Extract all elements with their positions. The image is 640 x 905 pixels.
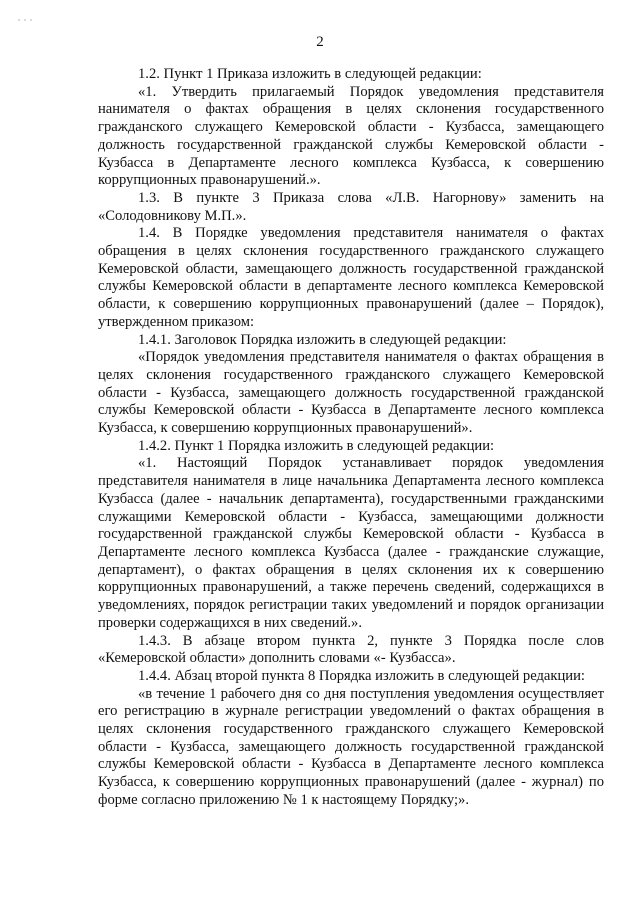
page-number: 2 [316,34,324,50]
paragraph-1-4-2: 1.4.2. Пункт 1 Порядка изложить в следующей редакции: [138,437,495,454]
paragraph-1-4-3: 1.4.3. В абзаце втором пункта 2, пункте 3 Порядка после слов «Кемеровской области» дополнить словами «- Кузбасса». [98,632,604,667]
paragraph-1-2-quote: «1. Утвердить прилагаемый Порядок уведомления представителя нанимателя о фактах обращения в целях склонения государственного гражданского служащего Кемеровской области - Кузбасса, замещающего должность государственной гражданской службы Кемеровской области - Кузбасса в Департаменте лесного комплекса Кузбасса, к совершению коррупционных правонарушений.». [98,83,604,189]
paragraph-1-2: 1.2. Пункт 1 Приказа изложить в следующей редакции: [138,66,482,82]
paragraph-1-4-2-quote: «1. Настоящий Порядок устанавливает порядок уведомления представителя нанимателя в лице начальника Департамента лесного комплекса Кузбасса (далее - начальник департамента), государственными гражданскими служащими Кемеровской области - Кузбасса, замещающими должности государственной гражданской службы Кемеровской области - Кузбасса в Департаменте лесного комплекса Кузбасса (далее - гражданские служащие, департамент), о фактах обращения в целях склонения их к совершению коррупционных правонарушений, а также перечень сведений, содержащихся в уведомлениях, порядок регистрации таких уведомлений и порядок организации проверки содержащихся в них сведений.». [98,455,604,631]
scan-marks [18,8,42,12]
paragraph-1-3: 1.3. В пункте 3 Приказа слова «Л.В. Нагорнову» заменить на «Солодовникову М.П.». [98,189,604,224]
paragraph-1-4-1: 1.4.1. Заголовок Порядка изложить в следующей редакции: [138,331,507,348]
paragraph-1-4-4: 1.4.4. Абзац второй пункта 8 Порядка изложить в следующей редакции: [138,667,585,684]
document-body [98,66,604,810]
paragraph-1-4-4-quote: «в течение 1 рабочего дня со дня поступления уведомления осуществляет его регистрацию в журнале регистрации уведомлений о фактах обращения в целях склонения государственного гражданского служащего Кемеровской области - Кузбасса, замещающего должность государственной гражданской службы Кемеровской области - Кузбасса в Департаменте лесного комплекса Кузбасса, к совершению коррупционных правонарушений (далее - журнал) по форме согласно приложению № 1 к настоящему Порядку;». [98,685,604,808]
paragraph-1-4: 1.4. В Порядке уведомления представителя нанимателя о фактах обращения в целях склонения государственного гражданского служащего Кемеровской области, замещающего должность государственной гражданской службы Кемеровской области в департаменте лесного комплекса Кемеровской области, к совершению коррупционных правонарушений (далее – Порядок), утвержденном приказом: [98,225,604,330]
paragraph-1-4-1-quote: «Порядок уведомления представителя нанимателя о фактах обращения в целях склонения государственного гражданского служащего Кемеровской области - Кузбасса, замещающего должность государственной гражданской службы Кемеровской области - Кузбасса в Департаменте лесного комплекса Кузбасса, к совершению коррупционных правонарушений». [98,349,604,437]
